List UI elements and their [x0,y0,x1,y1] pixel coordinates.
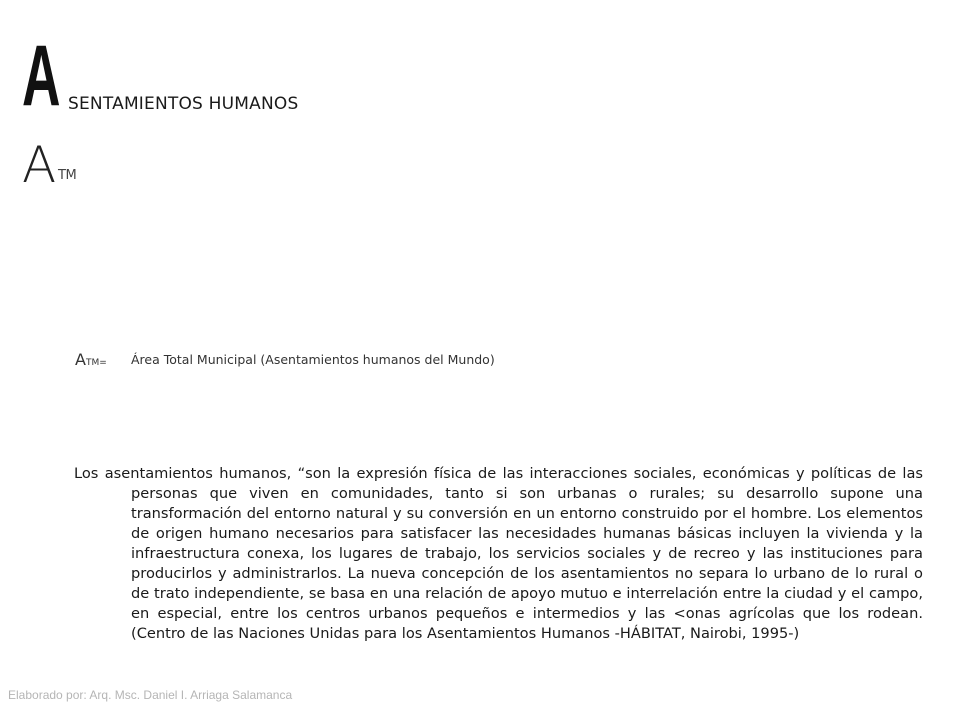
author-footer: Elaborado por: Arq. Msc. Daniel I. Arriaga Salamanca [8,688,293,702]
definition-term-letter: A [75,350,86,369]
definition-term [75,350,107,369]
atm-subscript: TM [58,168,77,183]
title-initial-letter: A [22,28,60,124]
atm-letter: A [22,136,57,194]
definition-text: Área Total Municipal (Asentamientos humanos del Mundo) [131,352,495,367]
title-text: SENTAMIENTOS HUMANOS [68,94,299,114]
body-paragraph: Los asentamientos humanos, “son la expresión física de las interacciones sociales, económicas y políticas de las personas que viven en comunidades, tanto si son urbanas o rurales; su desarrollo supone una transformación del entorno natural y su conversión en un entorno construido por el hombre. Los elementos de origen humano necesarios para satisfacer las necesidades humanas básicas incluyen la vivienda y la infraestructura conexa, los lugares de trabajo, los servicios sociales y de recreo y las instituciones para producirlos y administrarlos. La nueva concepción de los asentamientos no separa lo urbano de lo rural o de trato independiente, se basa en una relación de apoyo mutuo e interrelación entre la ciudad y el campo, en especial, entre los centros urbanos pequeños e intermedios y las <onas agrícolas que los rodean. (Centro de las Naciones Unidas para los Asentamientos Humanos -HÁBITAT, Nairobi, 1995-) [74,465,923,642]
definition-term-subscript: TM= [85,358,107,368]
